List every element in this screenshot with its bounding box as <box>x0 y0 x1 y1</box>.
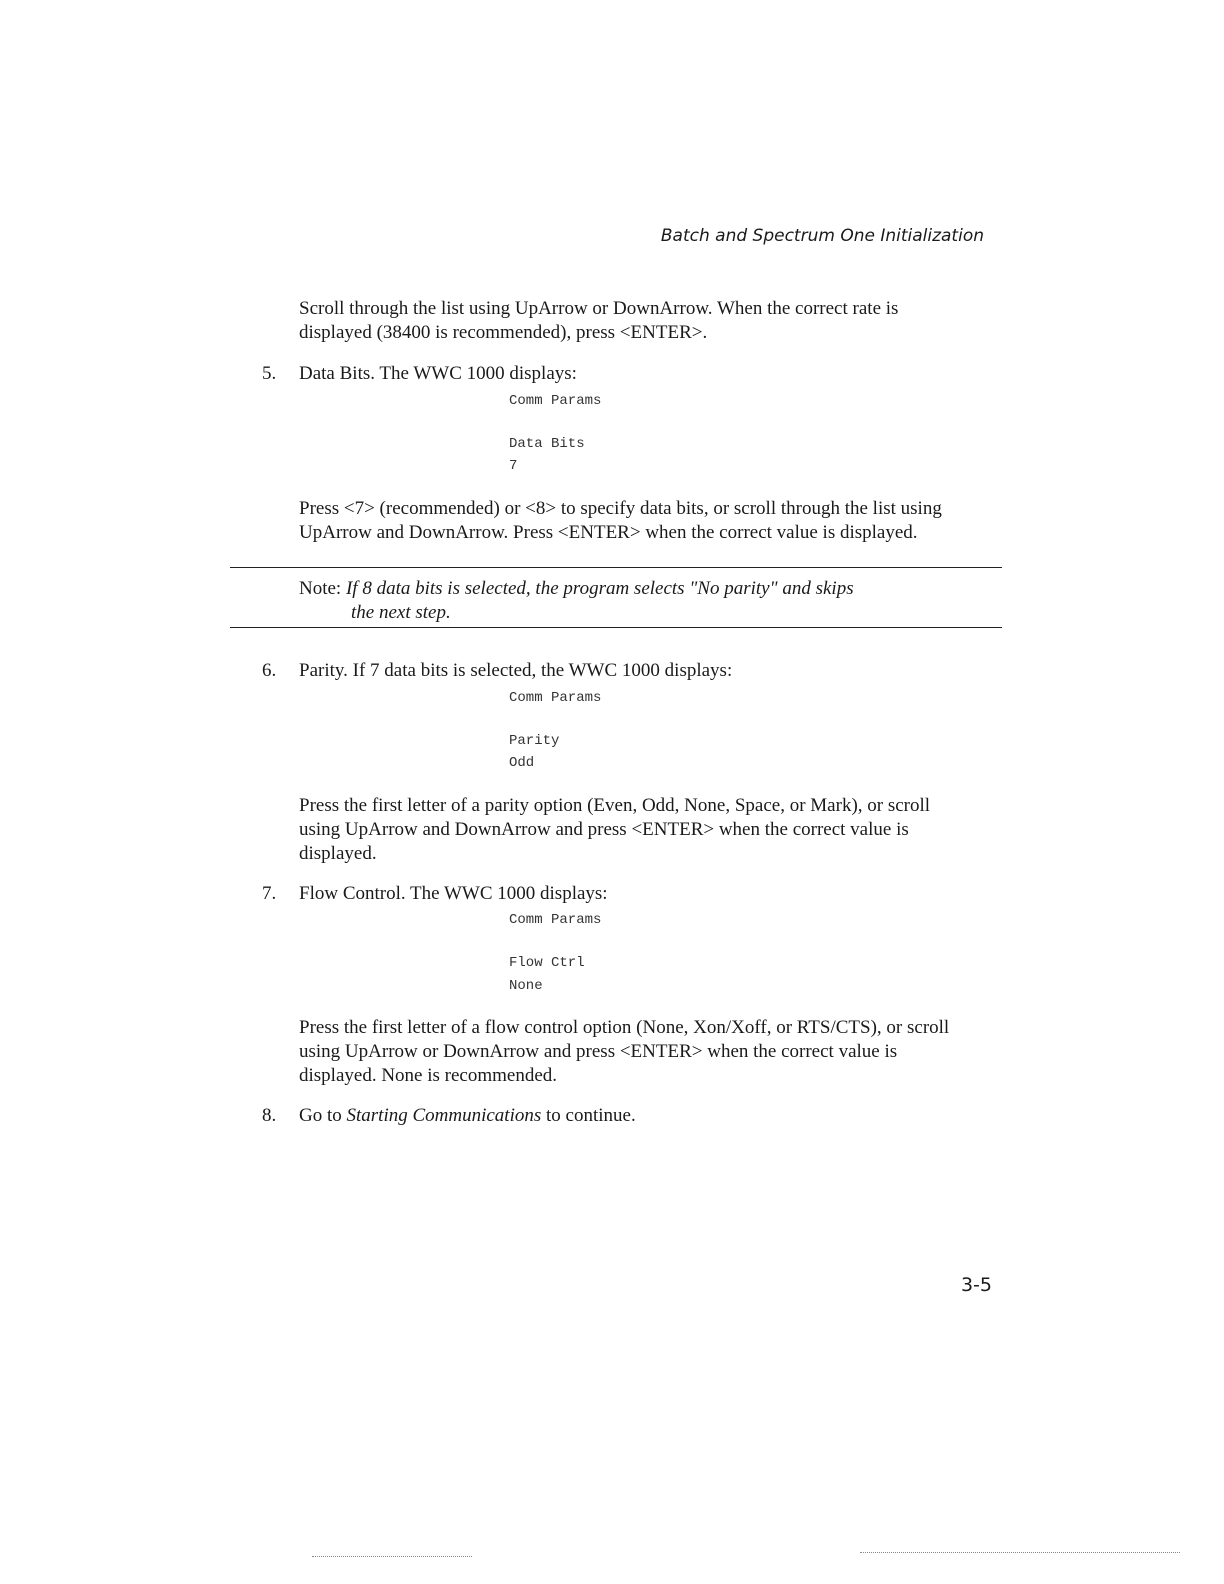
step-6-number: 6. <box>262 660 277 681</box>
scan-artifact-right <box>860 1552 1180 1553</box>
step-7-display-line-1: Comm Params <box>509 912 602 928</box>
step-5-display-line-2: Data Bits <box>509 436 585 452</box>
scan-artifact-left <box>312 1556 472 1557</box>
step-7-display-line-2: Flow Ctrl <box>509 955 585 971</box>
note-label: Note: <box>299 578 342 599</box>
step-5-number: 5. <box>262 363 277 384</box>
note-top-rule <box>230 567 1002 568</box>
step-7-instructions <box>299 1016 999 1088</box>
step-7-instr-line-1: Press the first letter of a flow control option (None, Xon/Xoff, or RTS/CTS), or scroll <box>299 1017 950 1038</box>
note-bottom-rule <box>230 627 1002 628</box>
step-6-instr-line-2: using UpArrow and DownArrow and press <ENTER> when the correct value is <box>299 819 909 840</box>
step-8-text-before: Go to <box>299 1105 347 1126</box>
step-7-number: 7. <box>262 883 277 904</box>
step-8-text-after: to continue. <box>541 1105 636 1126</box>
note-text-1: If 8 data bits is selected, the program selects "No parity" and skips <box>345 578 854 599</box>
step-6-instr-line-3: displayed. <box>299 843 377 864</box>
step-5-instr-line-1: Press <7> (recommended) or <8> to specify data bits, or scroll through the list using <box>299 498 942 519</box>
note-block <box>299 577 959 625</box>
intro-paragraph <box>299 297 999 345</box>
step-6-display-line-1: Comm Params <box>509 690 602 706</box>
step-6-instr-line-1: Press the first letter of a parity option (Even, Odd, None, Space, or Mark), or scroll <box>299 795 931 816</box>
step-6-heading: Parity. If 7 data bits is selected, the WWC 1000 displays: <box>299 660 733 681</box>
note-text-2: the next step. <box>351 602 451 623</box>
step-5-display-line-1: Comm Params <box>509 393 602 409</box>
step-7-heading: Flow Control. The WWC 1000 displays: <box>299 883 608 904</box>
step-7-display-line-3: None <box>509 978 543 994</box>
step-5-heading: Data Bits. The WWC 1000 displays: <box>299 363 577 384</box>
step-7-instr-line-3: displayed. None is recommended. <box>299 1065 558 1086</box>
step-6-display-line-2: Parity <box>509 733 560 749</box>
intro-line-2: displayed (38400 is recommended), press <ENTER>. <box>299 322 708 343</box>
step-6-display-line-3: Odd <box>509 755 535 771</box>
step-5-instr-line-2: UpArrow and DownArrow. Press <ENTER> when the correct value is displayed. <box>299 522 918 543</box>
running-header: Batch and Spectrum One Initialization <box>660 226 984 246</box>
step-8-text <box>299 1104 999 1128</box>
step-5-display-line-3: 7 <box>509 458 518 474</box>
step-5-instructions <box>299 497 999 545</box>
step-7-instr-line-2: using UpArrow or DownArrow and press <ENTER> when the correct value is <box>299 1041 898 1062</box>
page-number: 3-5 <box>960 1274 992 1296</box>
intro-line-1: Scroll through the list using UpArrow or DownArrow. When the correct rate is <box>299 298 899 319</box>
step-8-xref: Starting Communications <box>346 1105 542 1126</box>
step-6-instructions <box>299 794 999 866</box>
step-8-number: 8. <box>262 1105 277 1126</box>
